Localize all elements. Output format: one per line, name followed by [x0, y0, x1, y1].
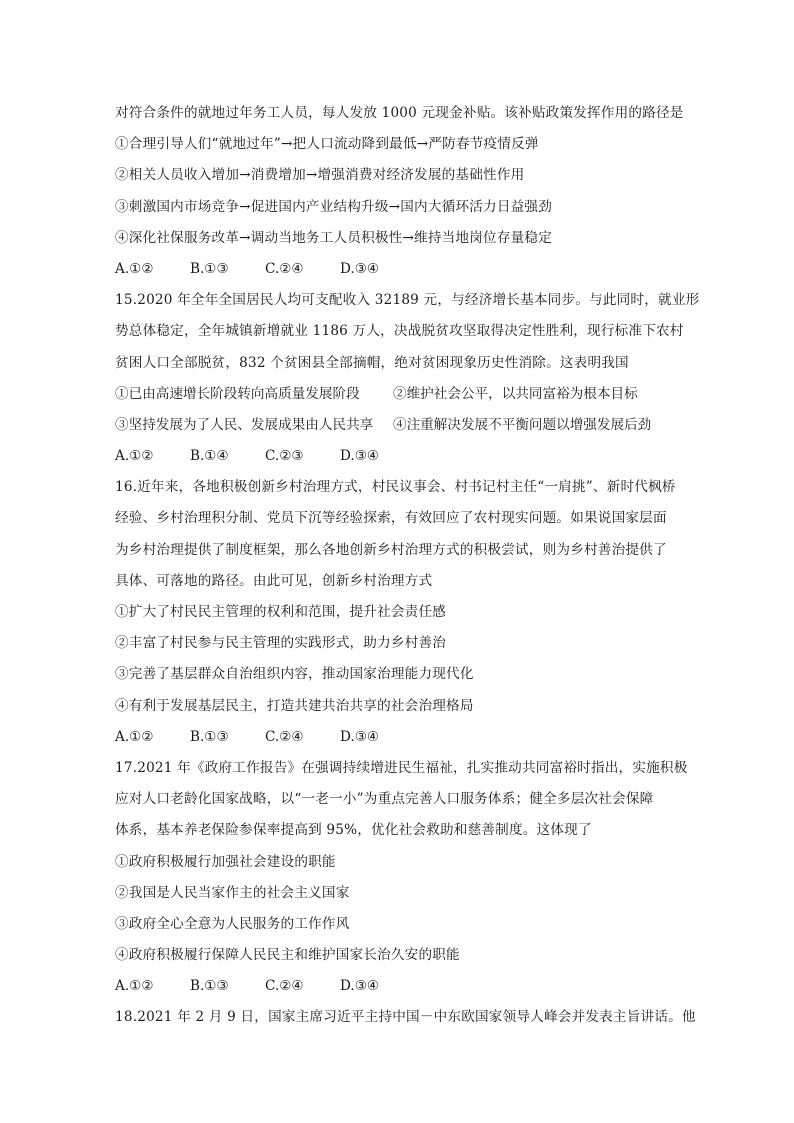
statement-4: ④注重解决发展不平衡问题以增强发展后劲 — [393, 416, 652, 433]
statement-1: ①扩大了村民民主管理的权利和范围，提升社会责任感 — [115, 604, 447, 620]
option-b: B.①③ — [190, 260, 229, 277]
question-stem-line: 经验、乡村治理积分制、党员下沉等经验探索，有效回应了农村现实问题。如果说国家层面 — [115, 510, 667, 527]
question-15 — [115, 285, 700, 472]
option-a: A.①② — [115, 448, 154, 465]
question-14 — [115, 98, 684, 285]
option-c: C.②④ — [265, 978, 304, 995]
option-a: A.①② — [115, 728, 154, 745]
statement-1: ①合理引导人们“就地过年”→把人口流动降到最低→严防春节疫情反弹 — [115, 136, 539, 153]
statement-3: ③坚持发展为了人民、发展成果由人民共享 — [115, 416, 374, 433]
statement-2: ②维护社会公平，以共同富裕为根本目标 — [393, 385, 638, 402]
question-stem-line: 16.近年来，各地积极创新乡村治理方式，村民议事会、村书记村主任“一肩挑”、新时代枫桥 — [115, 479, 676, 496]
statement-4: ④有利于发展基层民主，打造共建共治共享的社会治理格局 — [115, 697, 474, 714]
question-17 — [115, 753, 688, 1003]
option-d: D.③④ — [340, 448, 380, 465]
statement-3: ③政府全心全意为人民服务的工作作风 — [115, 915, 350, 932]
statement-4: ④深化社保服务改革→调动当地务工人员积极性→维持当地岗位存量稳定 — [115, 229, 552, 246]
question-stem-line: 具体、可落地的路径。由此可见，创新乡村治理方式 — [115, 572, 433, 589]
question-16 — [115, 472, 681, 753]
answer-options — [115, 441, 681, 472]
option-c: C.②③ — [265, 448, 304, 465]
statement-3: ③刺激国内市场竞争→促进国内产业结构升级→国内大循环活力日益强劲 — [115, 198, 552, 215]
option-d: D.③④ — [340, 728, 380, 745]
statement-1: ①已由高速增长阶段转向高质量发展阶段 — [115, 385, 360, 402]
statement-row — [115, 379, 681, 410]
option-d: D.③④ — [340, 978, 380, 995]
question-stem-line: 对符合条件的就地过年务工人员，每人发放 1000 元现金补贴。该补贴政策发挥作用的路径是 — [115, 105, 684, 121]
option-b: B.①③ — [190, 728, 229, 745]
question-stem-line: 应对人口老龄化国家战略，以“一老一小”为重点完善人口服务体系；健全多层次社会保障 — [115, 791, 654, 808]
statement-1: ①政府积极履行加强社会建设的职能 — [115, 853, 336, 870]
statement-3: ③完善了基层群众自治组织内容，推动国家治理能力现代化 — [115, 666, 474, 683]
option-a: A.①② — [115, 978, 154, 995]
answer-options — [115, 722, 681, 753]
option-b: B.①③ — [190, 978, 229, 995]
question-stem-line: 势总体稳定，全年城镇新增就业 1186 万人，决战脱贫攻坚取得决定性胜利，现行标准下农村 — [115, 323, 684, 340]
question-18 — [115, 1002, 696, 1033]
statement-4: ④政府积极履行保障人民民主和维护国家长治久安的职能 — [115, 947, 460, 964]
question-stem-line: 体系，基本养老保险参保率提高到 95%，优化社会救助和慈善制度。这体现了 — [115, 822, 592, 839]
option-c: C.②④ — [265, 260, 304, 277]
statement-2: ②丰富了村民参与民主管理的实践形式，助力乡村善治 — [115, 635, 447, 652]
option-c: C.②④ — [265, 728, 304, 745]
question-stem-line: 18.2021 年 2 月 9 日，国家主席习近平主持中国－中东欧国家领导人峰会并发表主旨讲话。他 — [115, 1009, 696, 1026]
statement-row — [115, 410, 681, 441]
option-d: D.③④ — [340, 260, 380, 277]
answer-options — [115, 971, 681, 1002]
question-stem-line: 15.2020 年全年全国居民人均可支配收入 32189 元，与经济增长基本同步。与此同时，就业形 — [115, 292, 700, 309]
statement-2: ②我国是人民当家作主的社会主义国家 — [115, 884, 350, 901]
question-stem-line: 17.2021 年《政府工作报告》在强调持续增进民生福祉，扎实推动共同富裕时指出，实施积极 — [115, 759, 688, 776]
answer-options — [115, 254, 681, 285]
option-b: B.①④ — [190, 448, 229, 465]
question-stem-line: 为乡村治理提供了制度框架，那么各地创新乡村治理方式的积极尝试，则为乡村善治提供了 — [115, 541, 667, 558]
statement-2: ②相关人员收入增加→消费增加→增强消费对经济发展的基础性作用 — [115, 167, 525, 184]
option-a: A.①② — [115, 260, 154, 277]
question-stem-line: 贫困人口全部脱贫，832 个贫困县全部摘帽，绝对贫困现象历史性消除。这表明我国 — [115, 354, 629, 371]
exam-page — [115, 98, 700, 1034]
